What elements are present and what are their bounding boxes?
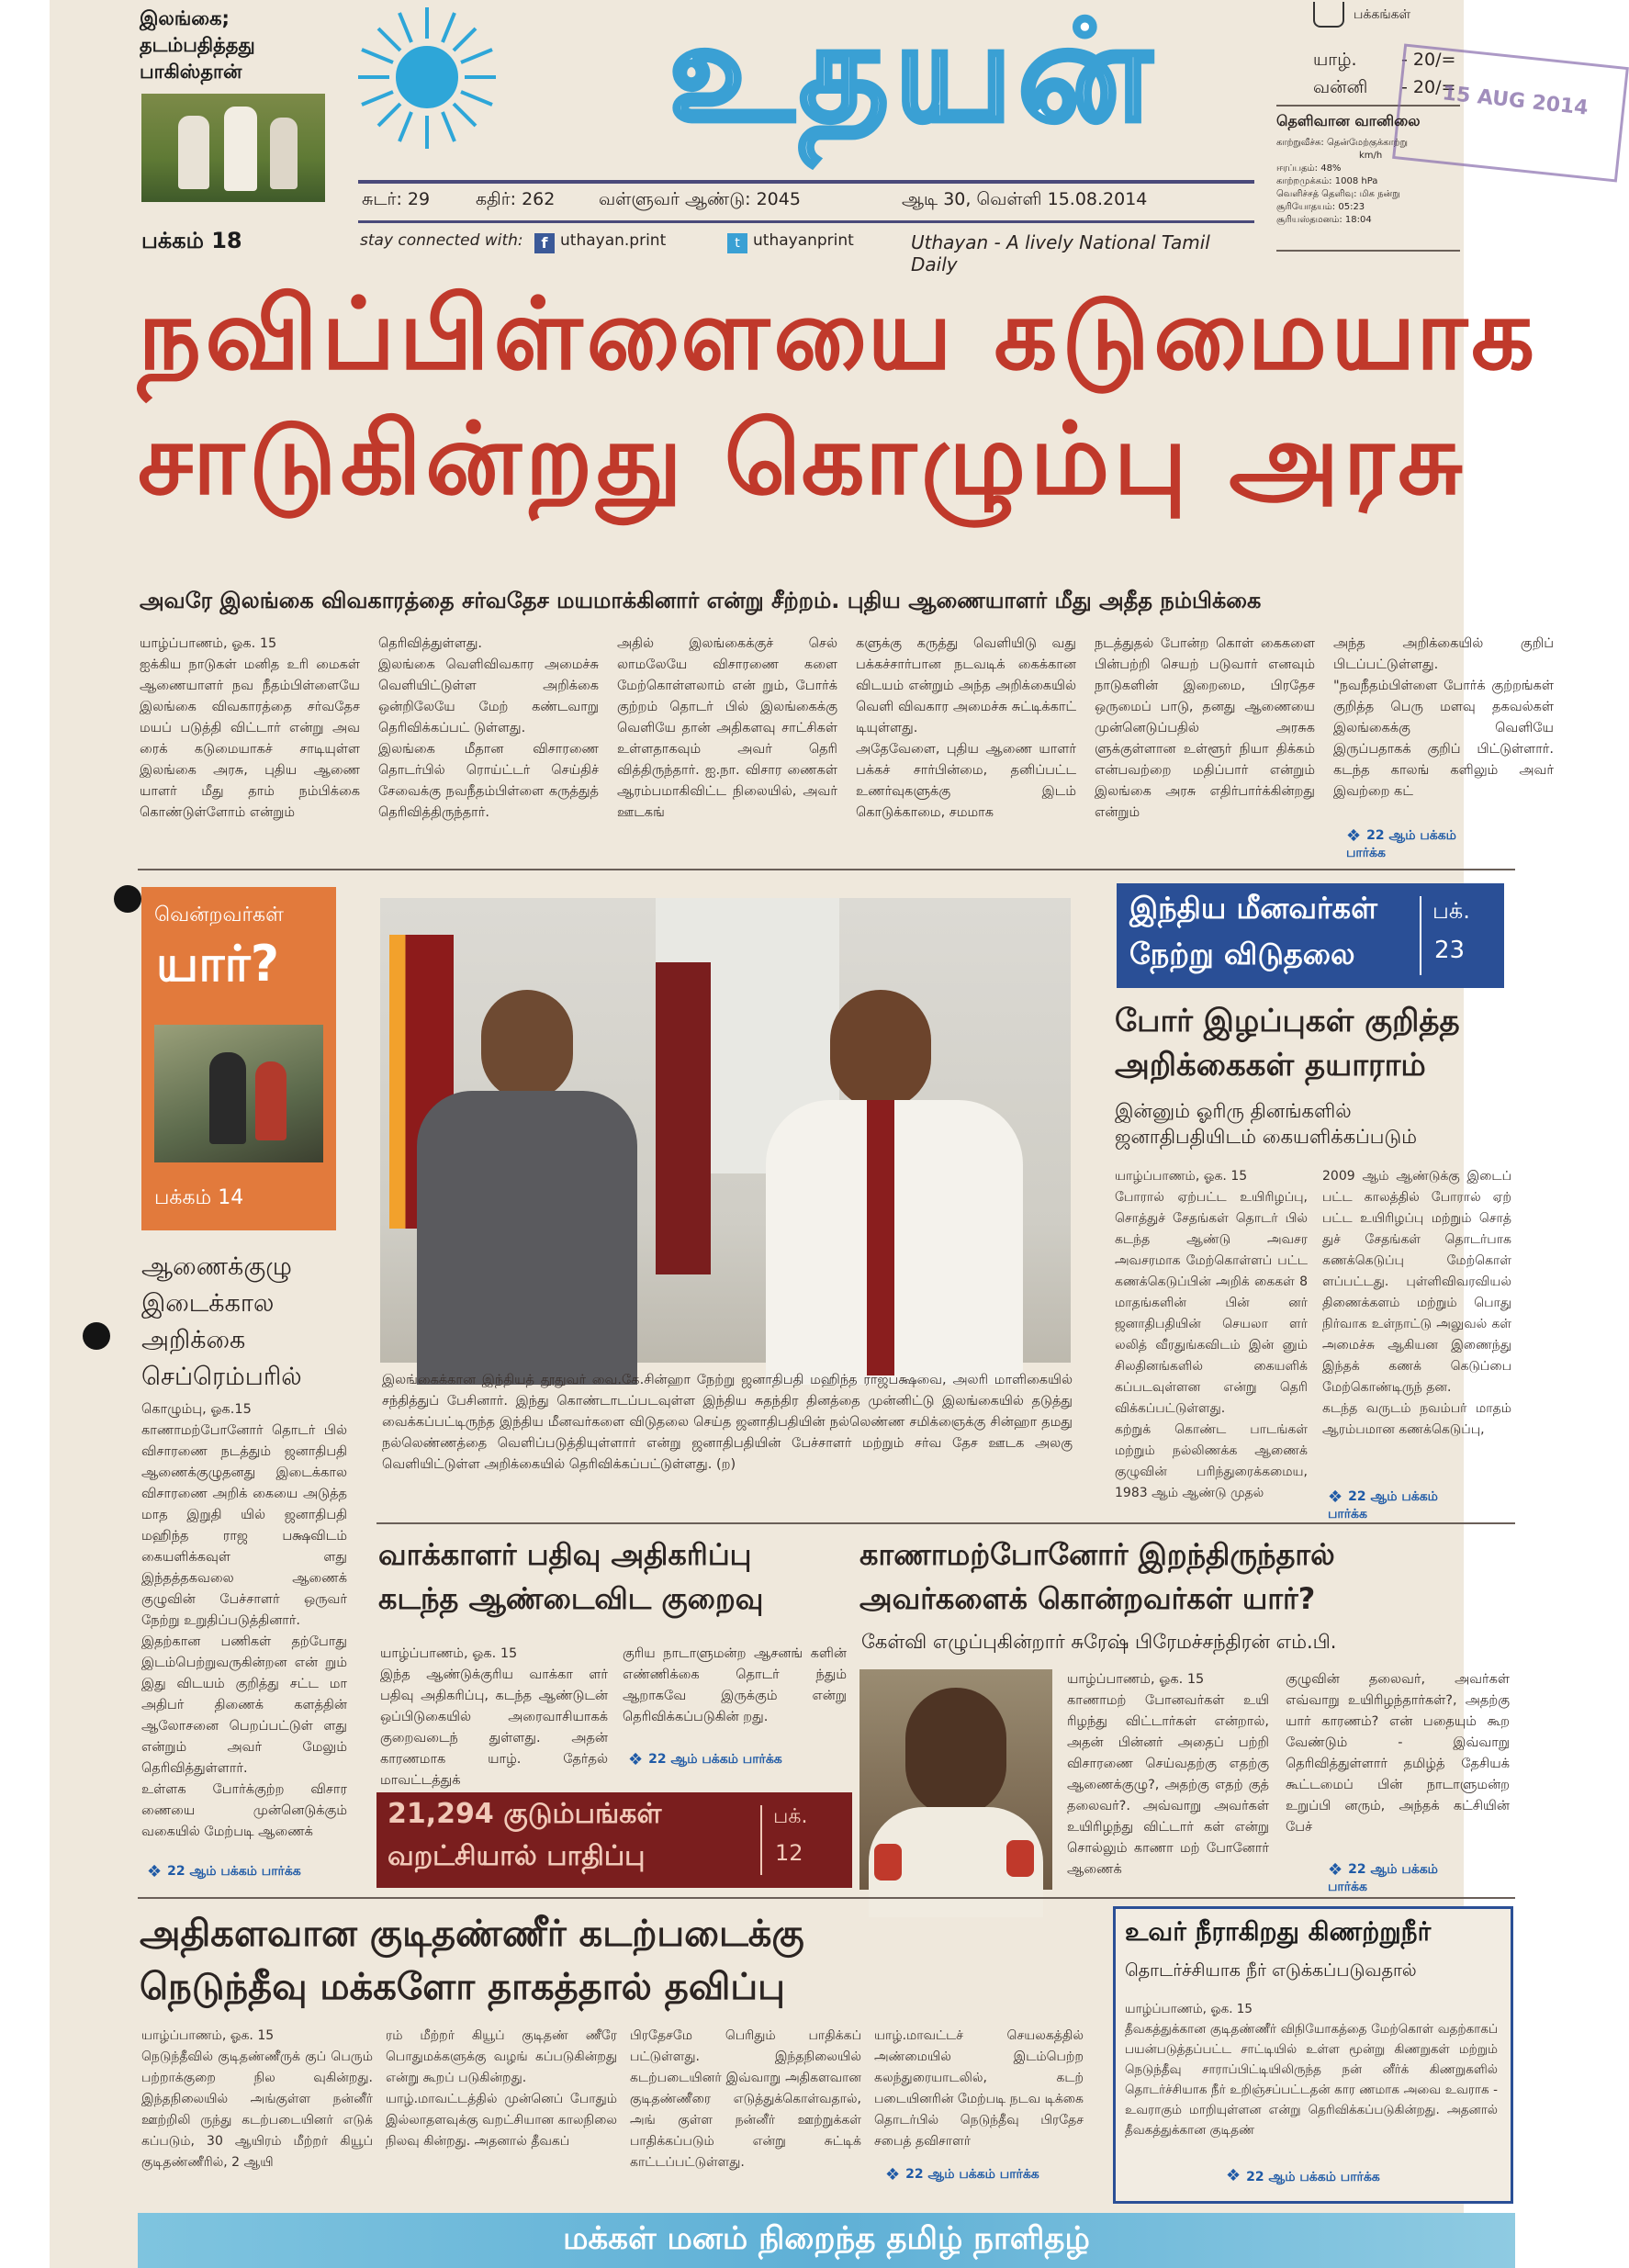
commission-continue-link[interactable]: ❖ 22 ஆம் பக்கம் பார்க்க <box>147 1862 301 1881</box>
fishermen-page-label: பக். <box>1432 898 1470 924</box>
war-column-1: யாழ்ப்பாணம், ஓக. 15 போரால் ஏற்பட்ட உயிரிழப்பு, சொத்துச் சேதங்கள் தொடர் பில் கடந்த ஆண்டு அவசர அவசரமாக மேற்கொள்ளப் பட்ட கணக்கெடுப்பின் அறிக் கைகள் 8 மாதங்களின் பின் னர் ஜனாதிபதியின் செயலா ளர் லலித் வீரதுங்கவிடம் இன் னும் சிலதினங்களில் கையளிக் கப்படவுள்ளன என்று தெரி விக்கப்பட்டுள்ளது. கற்றுக் கொண்ட பாடங்கள் மற்றும் நல்லிணக்க ஆணைக் குழுவின் பரிந்துரைக்கமைய, 1983 ஆம் ஆண்டு முதல் <box>1115 1169 1308 1500</box>
war-continue-link[interactable]: ❖ 22 ஆம் பக்கம் பார்க்க <box>1328 1488 1438 1521</box>
war-headline-2[interactable]: அறிக்கைகள் தயாராம் <box>1115 1047 1426 1083</box>
voters-column-1: யாழ்ப்பாணம், ஓக. 15 இந்த ஆண்டுக்குரிய வாக்கா ளர் பதிவு அதிகரிப்பு, கடந்த ஆண்டுடன் ஒப்பிடுகையில் அரைவாசியாகக் குறைவடைந் துள்ளது. அதன் காரணமாக யாழ். தேர்தல் மாவட்டத்துக் <box>380 1646 608 1788</box>
vanni-label: வன்னி <box>1313 77 1368 97</box>
wells-body: யாழ்ப்பாணம், ஓக. 15 தீவகத்துக்கான குடிதண்ணீர் விநியோகத்தை மேற்கொள் வதற்காகப் பயன்படுத்தப்பட்ட சாட்டியில் உள்ள மூன்று கிணறுகள் மற்றும் நெடுந்தீவு சாராப்பிட்டியிலிருந்த நன் னீர்க் கிணறுகளில் தொடர்ச்சியாக நீர் உறிஞ்சப்பட்டதன் கார ணமாக அவை உவராக - உவராகும் மாறியுள்ளன என்று தெரிவிக்கப்படுகின்றது. அதனால் தீவகத்துக்கான குடிதண் <box>1125 2002 1498 2138</box>
continue-diamond-icon: ❖ <box>147 1862 163 1881</box>
war-column-2: 2009 ஆம் ஆண்டுக்கு இடைப் பட்ட காலத்தில் போரால் ஏற் பட்ட உயிரிழப்பு மற்றும் சொத் துச் சேதங்கள் தொடர்பாக கணக்கெடுப்பு மேற்கொள் ளப்பட்டது. புள்ளிவிவரவியல் திணைக்களம் மற்றும் பொது நிர்வாக உள்நாட்டு அலுவல் கள் அமைச்சு ஆகியன இணைந்து இந்தக் கணக் கெடுப்பை மேற்கொண்டிருந் தன. கடந்த வருடம் நவம்பர் மாதம் ஆரம்பமான கணக்கெடுப்பு, <box>1322 1169 1511 1437</box>
feature-page: பக்கம் 14 <box>154 1186 244 1209</box>
fishermen-line-2: நேற்று விடுதலை <box>1129 937 1355 971</box>
commission-headline-line: அறிக்கை <box>141 1326 246 1354</box>
water-headline-1[interactable]: அதிகளவான குடிதண்ணீர் கடற்படைக்கு <box>140 1913 804 1955</box>
yarl-label: யாழ். <box>1313 50 1357 70</box>
lead-column-6: அந்த அறிக்கையில் குறிப் பிடப்பட்டுள்ளது. "நவநீதம்பிள்ளை போர்க் குற்றங்கள் குறித்த பெரு மளவு தகவல்கள் இலங்கைக்கு வெளியே இருப்பதாகக் குறிப் பிட்டுள்ளார். கடந்த காலங் களிலும் அவர் இவற்றை கட் <box>1333 636 1554 799</box>
commission-headline[interactable] <box>141 1249 343 1396</box>
mp-photo <box>859 1669 1052 1890</box>
lead-column-5: நடத்துதல் போன்ற கொள் கைகளை பின்பற்றி செயற் படுவார் எனவும் நாடுகளின் இறைமை, பிரதேச ஒருமைப் பாடு, தனது ஆணையை முன்னெடுப்பதில் அரசுக ளுக்குள்ளான உள்ளூர் நியா திக்கம் என்பவற்றை மதிப்பார் என்றும் இலங்கை அரசு எதிர்பார்க்கின்றது என்றும் <box>1095 636 1315 820</box>
weather-line: வெளிச்சத் தெளிவு: மிக நன்று <box>1276 189 1400 199</box>
person-left <box>417 990 628 1375</box>
commission-headline-line: ஆணைக்குழு <box>141 1252 293 1281</box>
war-subhead-2: ஜனாதிபதியிடம் கையளிக்கப்படும் <box>1115 1126 1418 1148</box>
wells-subhead: தொடர்ச்சியாக நீர் எடுக்கப்படுவதால் <box>1125 1960 1417 1981</box>
families-page: 12 <box>775 1840 803 1866</box>
left-teaser-page[interactable]: பக்கம் 18 <box>141 228 242 253</box>
lead-continue-link[interactable]: ❖ 22 ஆம் பக்கம் பார்க்க <box>1346 826 1456 860</box>
missing-headline-1[interactable]: காணாமற்போனோர் இறந்திருந்தால் <box>859 1537 1335 1572</box>
slogan: Uthayan - A lively National Tamil Daily <box>911 231 1210 275</box>
issue-kathir: கதிர்: 262 <box>476 189 556 209</box>
continue-diamond-icon: ❖ <box>1328 1860 1343 1880</box>
missing-column-2: குழுவின் தலைவர், அவர்கள் எவ்வாறு உயிரிழந்தார்கள்?, அதற்கு யார் காரணம்? என் பதையும் கூற வேண்டும் - இவ்வாறு தெரிவித்துள்ளார் தமிழ்த் தேசியக் கூட்டமைப் பின் நாடாளுமன்ற உறுப்பி னரும், அந்தக் கட்சியின் பேச் <box>1286 1672 1510 1835</box>
sun-logo-icon <box>358 2 496 158</box>
lead-headline-2[interactable]: சாடுகின்றது கொழும்பு அரசு <box>138 402 1466 517</box>
lead-headline-1[interactable]: நவிப்பிள்ளையை கடுமையாக <box>138 277 1539 392</box>
families-divider <box>760 1805 762 1875</box>
issue-date: ஆடி 30, வெள்ளி 15.08.2014 <box>902 189 1148 209</box>
wells-box[interactable] <box>1113 1906 1513 2204</box>
footer-banner <box>138 2213 1515 2268</box>
masthead-rule-top <box>358 180 1254 184</box>
masthead-title[interactable]: உதயன் <box>668 0 1157 152</box>
continue-diamond-icon: ❖ <box>1346 826 1362 846</box>
lead-column-4: களுக்கு கருத்து வெளியிடு வது பக்கச்சார்பான நடவடிக் கைக்கான விடயம் என்றும் அந்த அறிக்கையில் வெளி விவகார அமைச்சு சுட்டிக்காட் டியுள்ளது. அதேவேளை, புதிய ஆணை யாளர் பக்கச் சார்பின்மை, தனிப்பட்ட உணர்வுகளுக்கு இடம் கொடுக்காமை, சமமாக <box>856 636 1076 820</box>
voters-headline-1[interactable]: வாக்காளர் பதிவு அதிகரிப்பு <box>378 1537 752 1572</box>
left-teaser[interactable] <box>140 6 378 189</box>
issue-year: வள்ளுவர் ஆண்டு: 2045 <box>599 189 801 209</box>
lead-column-2: தெரிவித்துள்ளது. இலங்கை வெளிவிவகார அமைச்சு வெளியிட்டுள்ள அறிக்கை ஒன்றிலேயே மேற் கண்டவாறு தெரிவிக்கப்பட் டுள்ளது. இலங்கை மீதான விசாரணை தொடர்பில் ரொய்ட்டர் செய்திச் சேவைக்கு நவநீதம்பிள்ளை கருத்துத் தெரிவித்திருந்தார். <box>378 636 599 820</box>
fishermen-line-1: இந்திய மீனவர்கள் <box>1129 891 1378 926</box>
newspaper-page <box>50 0 1590 2268</box>
war-headline-1[interactable]: போர் இழப்புகள் குறித்த <box>1115 1003 1460 1039</box>
fishermen-box[interactable] <box>1117 883 1504 988</box>
left-teaser-title: இலங்கை; தடம்பதித்தது பாகிஸ்தான் <box>140 7 255 83</box>
footer-banner-text: மக்கள் மனம் நிறைந்த தமிழ் நாளிதழ் <box>563 2220 1090 2257</box>
water-column-3: பிரதேசமே பெரிதும் பாதிக்கப் பட்டுள்ளது. இந்தநிலையில் கடற்படையினர் இவ்வாறு அதிகளவான குடிதண்ணீரை எடுத்துக்கொள்வதால், அங் குள்ள நன்னீர் ஊற்றுக்கள் பாதிக்கப்படும் என்று சுட்டிக் காட்டப்பட்டுள்ளது. <box>630 2028 861 2170</box>
continue-diamond-icon: ❖ <box>628 1750 644 1769</box>
feature-photo <box>154 1025 323 1162</box>
voters-headline-2[interactable]: கடந்த ஆண்டைவிட குறைவு <box>378 1581 764 1616</box>
weather-line: சூரியோதயம்: 05:23 <box>1276 202 1365 212</box>
weather-title: தெளிவான வானிலை <box>1276 112 1421 129</box>
feature-box[interactable] <box>141 887 336 1230</box>
main-photo[interactable] <box>380 898 1071 1363</box>
feature-title-small: வென்றவர்கள் <box>154 904 284 926</box>
social-row <box>360 231 1260 275</box>
voters-continue-link[interactable]: ❖ 22 ஆம் பக்கம் பார்க்க <box>628 1750 782 1769</box>
flag-presidential <box>656 962 711 1274</box>
section-rule-3 <box>138 1897 1515 1899</box>
continue-diamond-icon: ❖ <box>885 2165 901 2184</box>
continue-diamond-icon: ❖ <box>1328 1488 1343 1507</box>
weather-box <box>1276 112 1460 259</box>
missing-continue-link[interactable]: ❖ 22 ஆம் பக்கம் பார்க்க <box>1328 1860 1438 1894</box>
pages-label: பக்கங்கள் <box>1354 7 1411 22</box>
section-rule-1 <box>138 869 1515 870</box>
missing-byline: கேள்வி எழுப்புகின்றார் சுரேஷ் பிரேமச்சந்திரன் எம்.பி. <box>861 1631 1337 1653</box>
water-column-1: யாழ்ப்பாணம், ஓக. 15 நெடுந்தீவில் குடிதண்ணீருக் குப் பெரும் பற்றாக்குறை நில வுகின்றது. இந்தநிலையில் அங்குள்ள நன்னீர் ஊற்றிலி ருந்து கடற்படையினர் எடுக் கப்படும், 30 ஆயிரம் மீற்றர் கியூப் குடிதண்ணீரில், 2 ஆயி <box>141 2028 373 2170</box>
continue-diamond-icon: ❖ <box>1226 2166 1241 2185</box>
person-right <box>757 990 1032 1375</box>
vanni-price: - 20/= <box>1401 77 1456 97</box>
section-rule-2 <box>376 1522 1515 1524</box>
families-line-2: வறட்சியால் பாதிப்பு <box>388 1840 646 1872</box>
weather-line: km/h <box>1359 151 1383 161</box>
weather-line: காற்றமுக்கம்: 1008 hPa <box>1276 176 1378 186</box>
twitter-handle[interactable]: uthayanprint <box>753 231 854 250</box>
weather-line: சூரியஸ்தமனம்: 18:04 <box>1276 215 1372 225</box>
photo-caption: இலங்கைக்கான இந்தியத் தூதுவர் வை.கே.சின்ஹா நேற்று ஜனாதிபதி மஹிந்த ராஜபக்ஷவை, அலரி மாளிகையில் சந்தித்துப் பேசினார். இந்து கொண்டாடப்படவுள்ள இந்திய சுதந்திர தினத்தை முன்னிட்டு இலங்கையில் தடுத்து வைக்கப்பட்டிருந்த இந்திய மீனவர்களை விடுதலை செய்த ஜனாதிபதியின் நல்லெண்ண சமிக்ஞைக்கு சின்ஹா தமது நல்லெண்ணத்தை வெளிப்படுத்தியுள்ளார் என்று ஜனாதிபதியின் பேச்சாளர் மற்றும் சர்வ தேச ஊடக அலகு வெளியிட்டுள்ள அறிக்கையில் தெரிவிக்கப்பட்டுள்ளது. (ற) <box>382 1373 1073 1472</box>
social-label: stay connected with: <box>360 231 523 250</box>
punch-hole <box>83 1322 110 1350</box>
lead-column-1: யாழ்ப்பாணம், ஓக. 15 ஐக்கிய நாடுகள் மனித உரி மைகள் ஆணையாளர் நவ நீதம்பிள்ளையே இலங்கை விவகாரத்தை சர்வதேச மயப் படுத்தி விட்டார் என்று அவ ரைக் கடுமையாகச் சாடியுள்ள இலங்கை அரசு, புதிய ஆணை யாளர் மீது தாம் நம்பிக்கை கொண்டுள்ளோம் என்றும் <box>140 636 360 820</box>
weather-line: காற்றுவீச்சு: தென்மேற்குக்காற்று <box>1276 138 1408 148</box>
issue-sudar: சுடர்: 29 <box>362 189 431 209</box>
families-page-label: பக். <box>773 1805 808 1828</box>
masthead-rule-bottom <box>358 220 1254 223</box>
pages-icon <box>1313 2 1344 28</box>
cricket-photo <box>141 94 325 202</box>
feature-title-big: யார்? <box>156 935 280 993</box>
commission-body: கொழும்பு, ஓக.15 காணாமற்போனோர் தொடர் பில் விசாரணை நடத்தும் ஜனாதிபதி ஆணைக்குழுதனது இடைக்கால விசாரணை அறிக் கையை அடுத்த மாத இறுதி யில் ஜனாதிபதி மஹிந்த ராஜ பக்ஷவிடம் கையளிக்கவுள் ளது இந்தத்தகவலை ஆணைக் குழுவின் பேச்சாளர் ஒருவர் நேற்று உறுதிப்படுத்தினார். இதற்கான பணிகள் தற்போது இடம்பெற்றுவருகின்றன என் றும் இது விடயம் குறித்து சட்ட மா அதிபர் திணைக் களத்தின் ஆலோசனை பெறப்பட்டுள் ளது என்றும் அவர் மேலும் தெரிவித்துள்ளார். உள்ளக போர்க்குற்ற விசார ணையை முன்னெடுக்கும் வகையில் மேற்படி ஆணைக் <box>141 1402 347 1839</box>
fishermen-divider <box>1420 896 1421 975</box>
wells-headline: உவர் நீராகிறது கிணற்றுநீர் <box>1125 1916 1432 1947</box>
facebook-icon[interactable]: f <box>534 233 555 253</box>
weather-line: ஈரப்பதம்: 48% <box>1276 163 1342 174</box>
yarl-price: - 20/= <box>1401 50 1456 70</box>
issue-line <box>358 189 1254 217</box>
weather-rule <box>1276 250 1460 252</box>
lead-column-3: அதில் இலங்கைக்குச் செல் லாமலேயே விசாரணை களை மேற்கொள்ளலாம் என் றும், போர்க் குற்றம் தொடர் பில் இலங்கைக்கு வெளியே தான் அதிகளவு சாட்சிகள் உள்ளதாகவும் அவர் தெரி வித்திருந்தார். ஐ.நா. விசார ணைகள் ஆரம்பமாகிவிட்ட நிலையில், அவர் ஊடகங் <box>617 636 837 820</box>
families-line-1: 21,294 குடும்பங்கள் <box>388 1798 662 1830</box>
punch-hole <box>114 885 141 913</box>
facebook-handle[interactable]: uthayan.print <box>560 231 667 250</box>
missing-column-1: யாழ்ப்பாணம், ஓக. 15 காணாமற் போனவர்கள் உயி ரிழந்து விட்டார்கள் என்றால், அதன் பின்னர் அதைப் பற்றி விசாரணை செய்வதற்கு எதற்கு ஆணைக்குழு?, அதற்கு எதற் குத் தலைவர்?. அவ்வாறு அவர்கள் உயிரிழந்து விட்டார் கள் என்று சொல்லும் காணா மற் போனோர் ஆணைக் <box>1067 1672 1269 1877</box>
fishermen-page: 23 <box>1434 937 1466 964</box>
water-column-4: யாழ்.மாவட்டச் செயலகத்தில் அண்மையில் இடம்பெற்ற கலந்துரையாடலில், கடற் படையினரின் மேற்படி நடவ டிக்கை தொடர்பில் நெடுந்தீவு பிரதேச சபைத் தவிசாளர் <box>874 2028 1084 2149</box>
voters-column-2: குரிய நாடாளுமன்ற ஆசனங் களின் எண்ணிக்கை தொடர் ந்தும் ஆறாகவே இருக்கும் என்று தெரிவிக்கப்படுகின் றது. <box>623 1646 847 1724</box>
war-subhead-1: இன்னும் ஓரிரு தினங்களில் <box>1115 1100 1352 1122</box>
missing-headline-2[interactable]: அவர்களைக் கொன்றவர்கள் யார்? <box>859 1581 1316 1616</box>
stamp-date: 15 AUG 2014 <box>1441 82 1590 120</box>
commission-headline-line: இடைக்கால <box>141 1289 275 1318</box>
water-column-2: ரம் மீற்றர் கியூப் குடிதண் ணீரே பொதுமக்களுக்கு வழங் கப்படுகின்றது என்று கூறப் படுகின்றது. யாழ்.மாவட்டத்தில் முன்னெப் போதும் இல்லாதளவுக்கு வறட்சியான காலநிலை நிலவு கின்றது. அதனால் தீவகப் <box>386 2028 617 2149</box>
commission-headline-line: செப்ரெம்பரில் <box>141 1363 302 1391</box>
wells-continue-link[interactable]: ❖ 22 ஆம் பக்கம் பார்க்க <box>1226 2166 1380 2185</box>
twitter-icon[interactable]: t <box>727 233 747 253</box>
lead-subhead: அவரே இலங்கை விவகாரத்தை சர்வதேச மயமாக்கினார் என்று சீற்றம். புதிய ஆணையாளர் மீது அதீத நம்பிக்கை <box>140 588 1262 613</box>
water-headline-2[interactable]: நெடுந்தீவு மக்களோ தாகத்தால் தவிப்பு <box>140 1966 785 2008</box>
families-box[interactable] <box>376 1792 852 1888</box>
water-continue-link[interactable]: ❖ 22 ஆம் பக்கம் பார்க்க <box>885 2165 1039 2184</box>
